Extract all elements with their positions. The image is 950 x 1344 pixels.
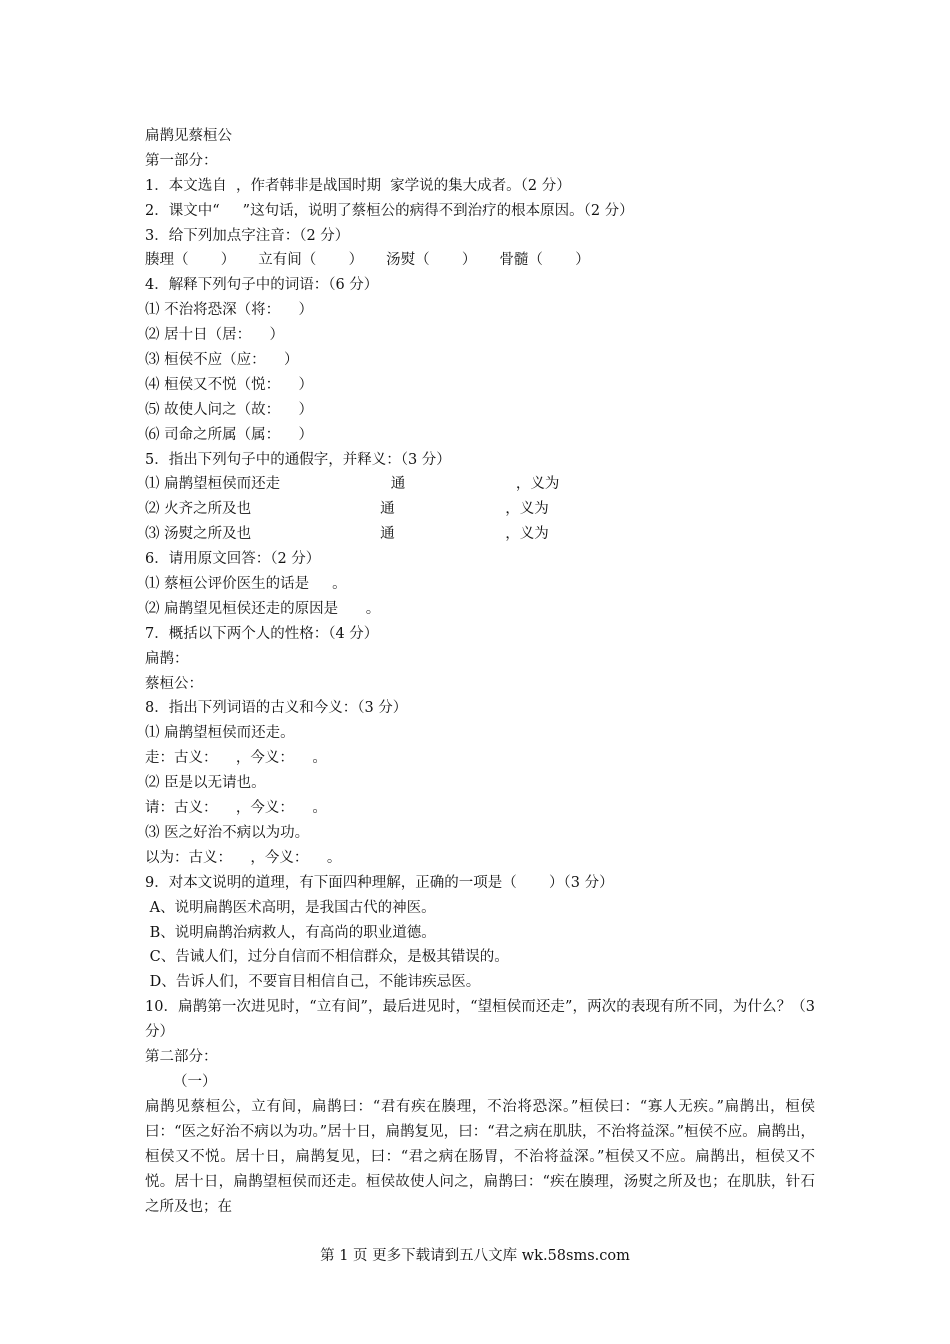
text-line: 7．概括以下两个人的性格：（4 分） [145,625,379,642]
text-line: 4．解释下列句子中的词语：（6 分） [145,277,379,294]
text-line: B、说明扁鹊治病救人，有高尚的职业道德。 [145,924,436,941]
text-line: 8．指出下列词语的古义和今义：（3 分） [145,700,408,717]
text-line: ⑴ 不治将恐深（将： ） [145,302,314,319]
document-body [145,124,815,1220]
text-line: ⑸ 故使人问之（故： ） [145,401,314,418]
text-line: ⑴ 扁鹊望桓侯而还走 通 ，义为 [145,476,560,493]
text-line: 蔡桓公： [145,675,203,692]
text-line: ⑵ 火齐之所及也 通 ，义为 [145,501,549,518]
text-line: A、说明扁鹊医术高明，是我国古代的神医。 [145,899,436,916]
document-title: 扁鹊见蔡桓公 [145,128,232,144]
page-footer: 第 1 页 更多下载请到五八文库 wk.58sms.com [320,1248,630,1264]
classical-passage: 扁鹊见蔡桓公，立有间，扁鹊曰：“君有疾在腠理，不治将恐深。”桓侯曰：“寡人无疾。”扁鹊出，桓侯曰：“医之好治不病以为功。”居十日，扁鹊复见，曰：“君之病在肌肤，不治将益深。”桓侯不应。扁鹊出，桓侯又不悦。居十日，扁鹊复见，曰：“君之病在肠胃，不治将益深。”桓侯又不应。扁鹊出，桓侯又不悦。居十日，扁鹊望桓侯而还走。桓侯故使人问之，扁鹊曰：“疾在腠理，汤熨之所及也；在肌肤，针石之所及也；在 [145,1098,815,1215]
text-line: D、告诉人们，不要盲目相信自己，不能讳疾忌医。 [145,974,481,991]
text-line: ⑴ 蔡桓公评价医生的话是 。 [145,576,347,593]
text-line: 走：古义： ，今义： 。 [145,750,327,767]
text-line: ⑶ 医之好治不病以为功。 [145,824,310,841]
text-line: 扁鹊： [145,650,189,667]
text-line: ⑴ 扁鹊望桓侯而还走。 [145,725,295,742]
text-line: 1．本文选自 ，作者韩非是战国时期 家学说的集大成者。（2 分） [145,177,571,194]
text-line: ⑷ 桓侯又不悦（悦： ） [145,376,314,393]
text-line: ⑶ 桓侯不应（应： ） [145,352,299,369]
text-line: 6．请用原文回答：（2 分） [145,551,321,568]
text-line: 9．对本文说明的道理，有下面四种理解，正确的一项是（ ）（3 分） [145,874,614,891]
text-line: 腠理（ ） 立有间（ ） 汤熨（ ） 骨髓（ ） [145,252,590,269]
text-line: 请：古义： ，今义： 。 [145,800,327,817]
text-line: ⑵ 臣是以无请也。 [145,775,266,792]
text-line: ⑵ 扁鹊望见桓侯还走的原因是 。 [145,600,381,617]
text-line: 3．给下列加点字注音：（2 分） [145,227,350,244]
question-lines [145,124,815,995]
section-one-heading: （一） [173,1074,217,1091]
text-line: 第一部分： [145,152,218,169]
text-line: 2．课文中“ ”这句话，说明了蔡桓公的病得不到治疗的根本原因。（2 分） [145,202,634,219]
text-line: 5．指出下列句子中的通假字，并释义：（3 分） [145,451,451,468]
text-line: ⑶ 汤熨之所及也 通 ，义为 [145,526,549,543]
text-line: ⑵ 居十日（居： ） [145,327,285,344]
text-line: C、告诫人们，过分自信而不相信群众，是极其错误的。 [145,949,509,966]
text-line: 以为：古义： ，今义： 。 [145,849,342,866]
text-line: ⑹ 司命之所属（属： ） [145,426,314,443]
question-10: 10．扁鹊第一次进见时，“立有间”，最后进见时，“望桓侯而还走”，两次的表现有所不同，为什么？（3 分） [145,999,815,1041]
part-two-heading: 第二部分： [145,1049,218,1066]
